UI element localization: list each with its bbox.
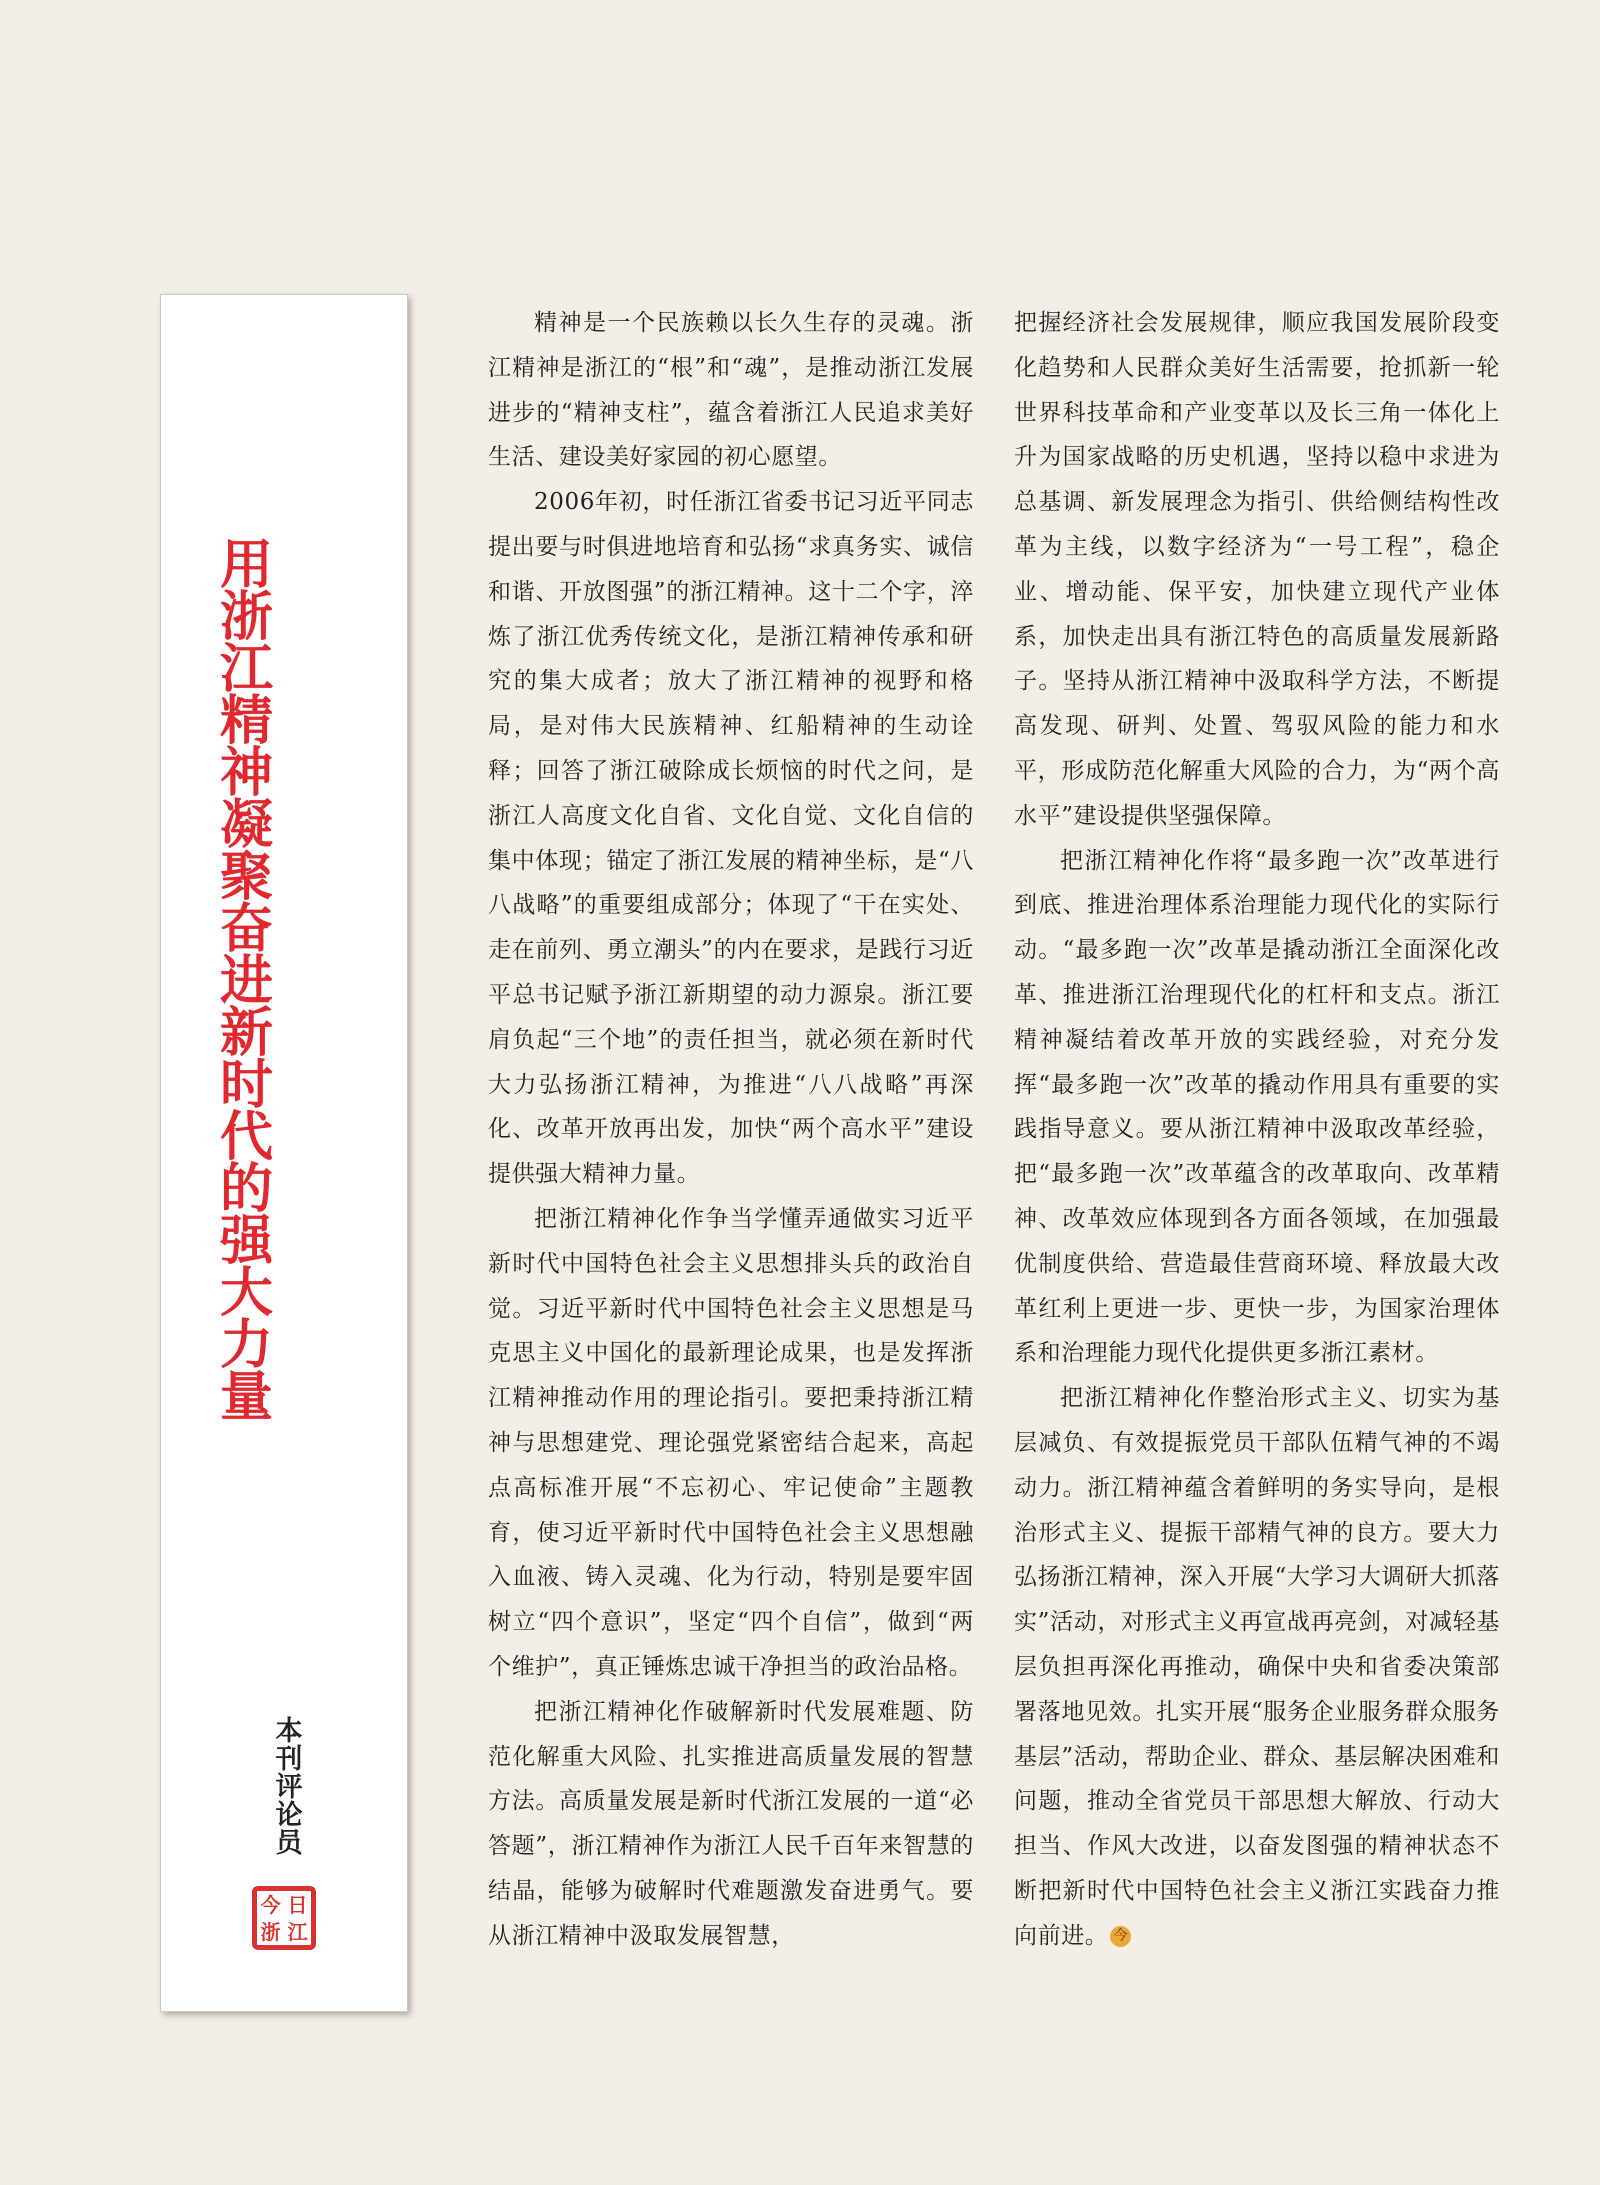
right-column [1014,301,1500,1958]
seal-char: 今 [260,1892,281,1917]
seal-char: 日 [287,1892,308,1917]
left-column [488,301,974,1958]
paragraph: 精神是一个民族赖以长久生存的灵魂。浙江精神是浙江的“根”和“魂”，是推动浙江发展进步的“精神支柱”，蕴含着浙江人民追求美好生活、建设美好家园的初心愿望。 [488,310,974,471]
seal-char: 江 [287,1919,308,1944]
paragraph: 把浙江精神化作将“最多跑一次”改革进行到底、推进治理体系治理能力现代化的实际行动。“最多跑一次”改革是撬动浙江全面深化改革、推进浙江治理现代化的杠杆和支点。浙江精神凝结着改革开放的实践经验，对充分发挥“最多跑一次”改革的撬动作用具有重要的实践指导意义。要从浙江精神中汲取改革经验，把“最多跑一次”改革蕴含的改革取向、改革精神、改革效应体现到各方面各领域，在加强最优制度供给、营造最佳营商环境、释放最大改革红利上更进一步、更快一步，为国家治理体系和治理能力现代化提供更多浙江素材。 [1014,847,1500,1367]
paragraph: 把握经济社会发展规律，顺应我国发展阶段变化趋势和人民群众美好生活需要，抢抓新一轮世界科技革命和产业变革以及长三角一体化上升为国家战略的历史机遇，坚持以稳中求进为总基调、新发展理念为指引、供给侧结构性改革为主线，以数字经济为“一号工程”，稳企业、增动能、保平安，加快建立现代产业体系，加快走出具有浙江特色的高质量发展新路子。坚持从浙江精神中汲取科学方法，不断提高发现、研判、处置、驾驭风险的能力和水平，形成防范化解重大风险的合力，为“两个高水平”建设提供坚强保障。 [1014,310,1500,829]
seal-stamp-icon [252,1886,316,1950]
paragraph: 把浙江精神化作破解新时代发展难题、防范化解重大风险、扎实推进高质量发展的智慧方法。高质量发展是新时代浙江发展的一道“必答题”，浙江精神作为浙江人民千百年来智慧的结晶，能够为破解时代难题激发奋进勇气。要从浙江精神中汲取发展智慧， [488,1698,974,1949]
magazine-logo-icon: 今 [1110,1926,1131,1947]
byline: 本刊评论员 [270,1716,302,1856]
paragraph: 把浙江精神化作争当学懂弄通做实习近平新时代中国特色社会主义思想排头兵的政治自觉。习近平新时代中国特色社会主义思想是马克思主义中国化的最新理论成果，也是发挥浙江精神推动作用的理论指引。要把秉持浙江精神与思想建党、理论强党紧密结合起来，高起点高标准开展“不忘初心、牢记使命”主题教育，使习近平新时代中国特色社会主义思想融入血液、铸入灵魂、化为行动，特别是要牢固树立“四个意识”，坚定“四个自信”，做到“两个维护”，真正锤炼忠诚干净担当的政治品格。 [488,1205,974,1680]
seal-char: 浙 [260,1919,281,1944]
paragraph [1014,1376,1500,1958]
paragraph: 2006年初，时任浙江省委书记习近平同志提出要与时俱进地培育和弘扬“求真务实、诚信和谐、开放图强”的浙江精神。这十二个字，淬炼了浙江优秀传统文化，是浙江精神传承和研究的集大成者；放大了浙江精神的视野和格局，是对伟大民族精神、红船精神的生动诠释；回答了浙江破除成长烦恼的时代之问，是浙江人高度文化自省、文化自觉、文化自信的集中体现；锚定了浙江发展的精神坐标，是“八八战略”的重要组成部分；体现了“干在实处、走在前列、勇立潮头”的内在要求，是践行习近平总书记赋予浙江新期望的动力源泉。浙江要肩负起“三个地”的责任担当，就必须在新时代大力弘扬浙江精神，为推进“八八战略”再深化、改革开放再出发，加快“两个高水平”建设提供强大精神力量。 [488,489,974,1188]
paragraph-text: 把浙江精神化作整治形式主义、切实为基层减负、有效提振党员干部队伍精气神的不竭动力。浙江精神蕴含着鲜明的务实导向，是根治形式主义、提振干部精气神的良方。要大力弘扬浙江精神，深入开展“大学习大调研大抓落实”活动，对形式主义再宣战再亮剑，对减轻基层负担再深化再推动，确保中央和省委决策部署落地见效。扎实开展“服务企业服务群众服务基层”活动，帮助企业、群众、基层解决困难和问题，推动全省党员干部思想大解放、行动大担当、作风大改进，以奋发图强的精神状态不断把新时代中国特色社会主义浙江实践奋力推向前进。 [1014,1385,1500,1949]
article-title: 用浙江精神凝聚奋进新时代的强大力量 [211,536,273,1420]
